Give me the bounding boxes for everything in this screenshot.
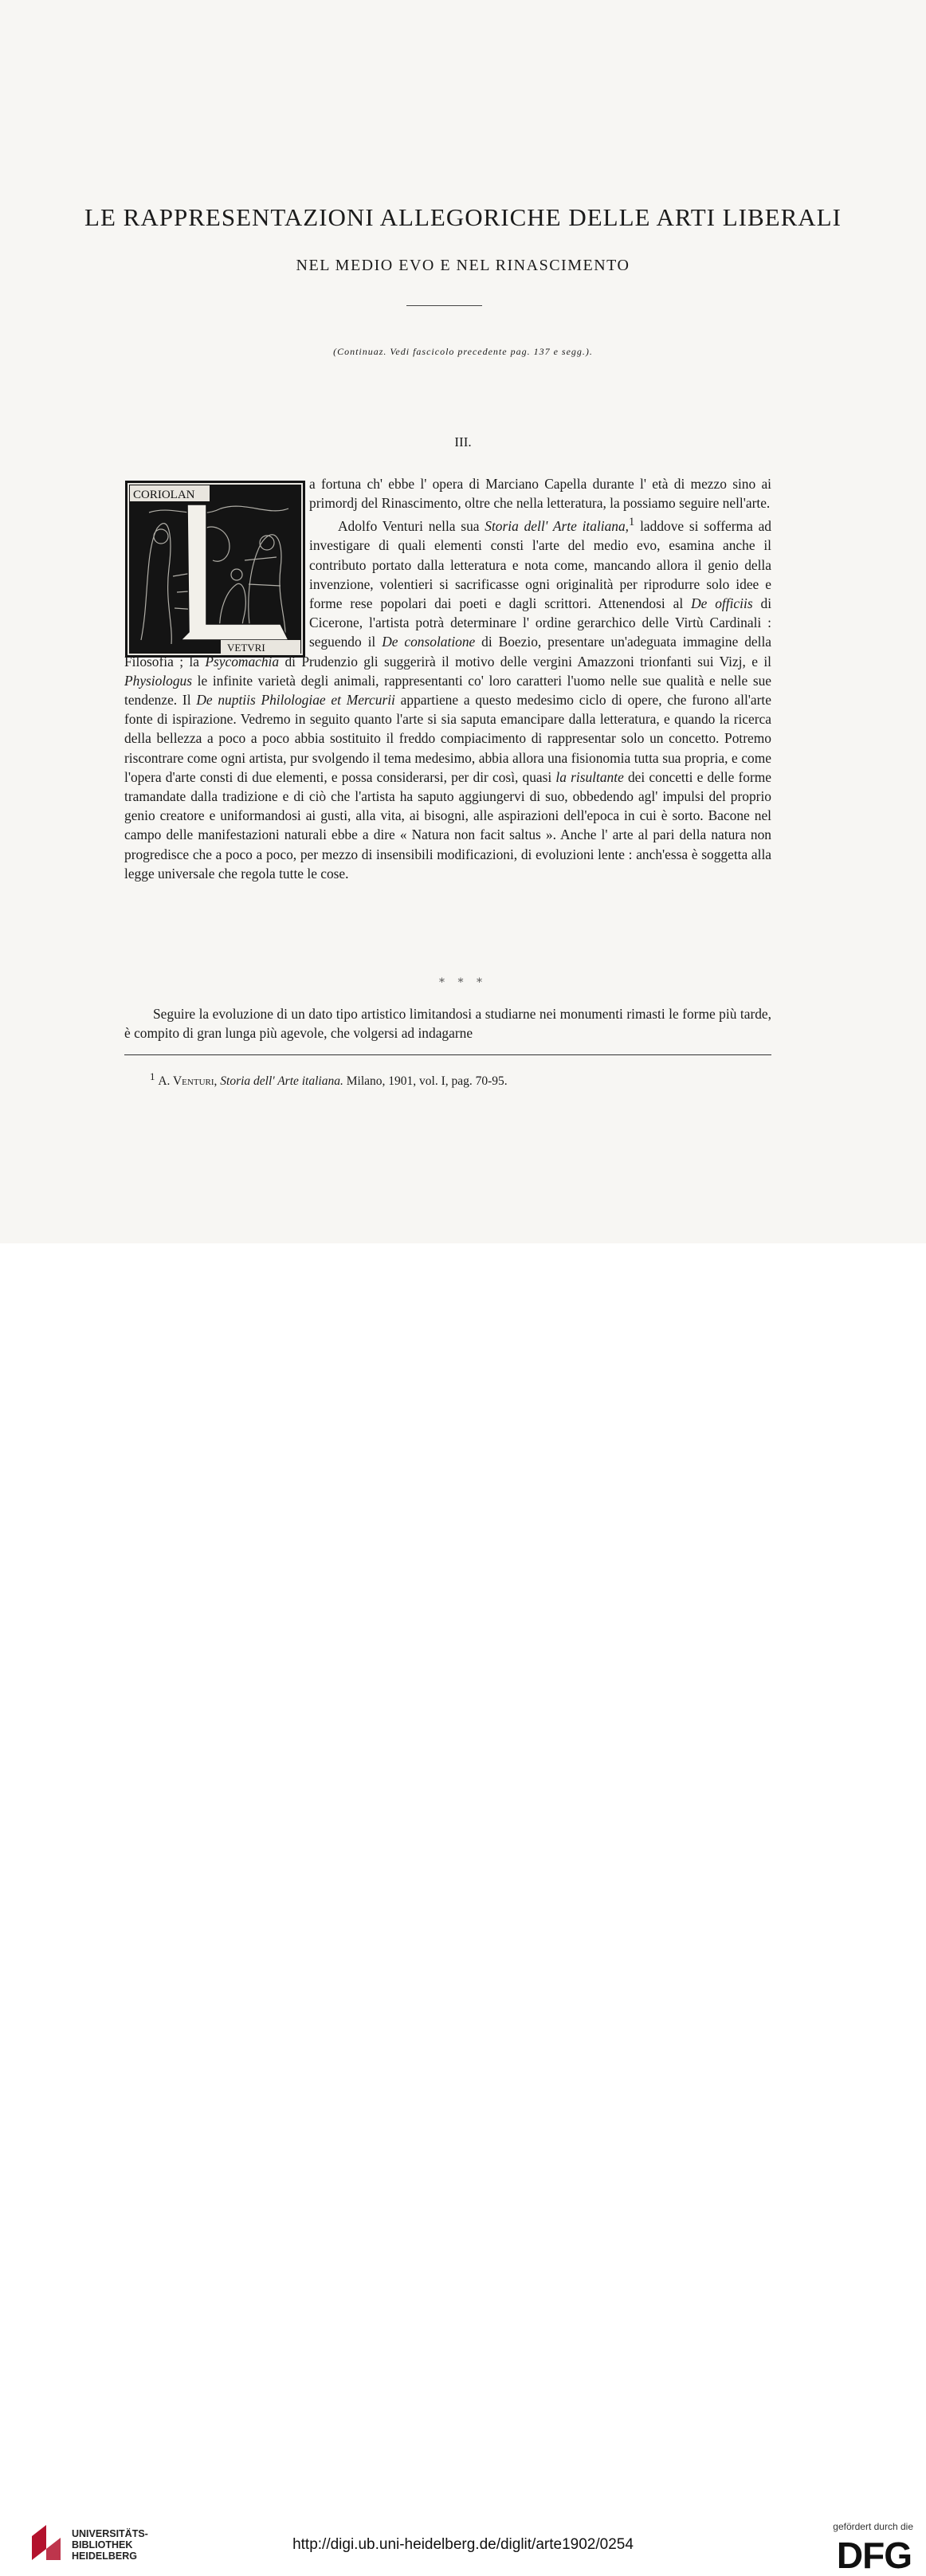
article-title: LE RAPPRESENTAZIONI ALLEGORICHE DELLE ARTI LIBERALI bbox=[84, 203, 842, 231]
text-run: appartiene a questo medesimo ciclo di opere, che furono all'arte fonte di ispirazione. Vedremo in seguito quanto l'arte si sia saputa emancipare dalla letteratura, e quando la ricerca della bellezza a poco a poco abbia sostituito il freddo compiacimento di rappresentar solo un concetto. Potremo riscontrare come ogni artista, pur svolgendo il tema medesimo, abbia allora una fisionomia tutta sua propria, e come l'opera d'arte consti di due elementi, e possa considerarsi, per dir così, quasi bbox=[124, 692, 771, 785]
title-divider bbox=[406, 305, 482, 306]
text-run: di Boezio, presentare un'adeguata immagine della Filosofia ; la bbox=[124, 634, 772, 670]
work-title-storia: Storia dell' Arte italiana, bbox=[485, 518, 630, 535]
library-line-3: HEIDELBERG bbox=[72, 2550, 137, 2562]
text-run: le infinite varietà degli animali, rappresentanti co' loro caratteri l'uomo nelle sue qualità e nelle sue tendenze. Il bbox=[124, 672, 771, 709]
emphasis-la-risultante: la risultante bbox=[555, 768, 624, 785]
library-line-2: BIBLIOTHEK bbox=[72, 2539, 133, 2550]
continuation-text bbox=[124, 1004, 771, 1043]
section-number: III. bbox=[454, 434, 472, 450]
footnote bbox=[150, 1070, 508, 1089]
library-line-1: UNIVERSITÄTS- bbox=[72, 2528, 148, 2539]
continuation-note: (Continuaz. Vedi fascicolo precedente pag. 137 e segg.). bbox=[333, 346, 593, 357]
text-run: Adolfo Venturi nella sua bbox=[338, 518, 485, 535]
main-text bbox=[124, 474, 771, 883]
dfg-logo[interactable]: DFG bbox=[836, 2535, 912, 2576]
article-subtitle: NEL MEDIO EVO E NEL RINASCIMENTO bbox=[296, 257, 630, 274]
work-title-de-consolatione: De consolatione bbox=[382, 634, 476, 650]
initial-top-inscription: CORIOLAN bbox=[133, 489, 195, 501]
scanned-page bbox=[0, 0, 926, 1243]
footnote-divider bbox=[124, 1054, 771, 1055]
work-title-de-officiis: De officiis bbox=[691, 595, 753, 612]
digitization-footer bbox=[0, 1243, 926, 2576]
footnote-details: Milano, 1901, vol. I, pag. 70-95. bbox=[346, 1074, 508, 1089]
initial-spacer bbox=[124, 474, 309, 647]
section-break-asterisks: * * * bbox=[439, 976, 487, 989]
text-run: dei concetti e delle forme tramandate dalla tradizione e di ciò che l'artista ha saputo aggiungervi di suo, obbedendo agl' impulsi del proprio genio creatore e uniformandosi ai gusti, alla vita, ai bisogni, alle aspirazioni dell'epoca in cui è sorto. Bacone nel campo delle manifestazioni naturali ebbe a dire « Natura non facit saltus ». Anche l' arte al pari della natura non progredisce che a poco a poco, per mezzo di insensibili modificazioni, di evoluzioni lente : anch'essa è soggetta alla legge universale che regola tutte le cose. bbox=[124, 768, 771, 882]
paragraph-3: Seguire la evoluzione di un dato tipo artistico limitandosi a studiarne nei monumenti rimasti le forme più tarde, è compito di gran lunga più agevole, che volgersi ad indagarne bbox=[124, 1006, 771, 1042]
footnote-mark: 1 bbox=[150, 1070, 155, 1082]
footnote-author: A. Venturi, bbox=[158, 1074, 218, 1089]
text-run: di Cicerone, l'artista potrà determinare l' ordine gerarchico delle Virtù Cardinali : seguendo il bbox=[309, 595, 772, 650]
footnote-reference[interactable]: 1 bbox=[629, 516, 635, 529]
footnote-work: Storia dell' Arte italiana. bbox=[220, 1074, 343, 1089]
work-title-psycomachia: Psycomachia bbox=[205, 653, 280, 670]
text-run: di Prudenzio gli suggerirà il motivo delle vergini Amazzoni trionfanti sui Vizj, e il bbox=[279, 653, 771, 670]
paragraph-1-text: a fortuna ch' ebbe l' opera di Marciano Capella durante l' età di mezzo sino ai primordj del Rinascimento, oltre che nella letteratura, la possiamo seguire nell'arte. bbox=[309, 476, 771, 512]
funding-caption: gefördert durch die bbox=[833, 2521, 913, 2532]
text-run: laddove si sofferma ad investigare di quali elementi consti l'arte del medio evo, esamina anche il contributo portato dalla letteratura e nota come, mancando allora il genio della invenzione, volentieri si sacrificasse ogni originalità per riprodurre solo idee e forme rese popolari dai poeti e dagli scrittori. Attenendosi al bbox=[309, 518, 771, 612]
initial-bottom-inscription: VETVRI bbox=[227, 642, 265, 654]
work-title-de-nuptiis: De nuptiis Philologiae et Mercurii bbox=[196, 692, 395, 709]
permalink-url[interactable]: http://digi.ub.uni-heidelberg.de/diglit/arte1902/0254 bbox=[292, 2536, 634, 2553]
work-title-physiologus: Physiologus bbox=[124, 672, 193, 689]
